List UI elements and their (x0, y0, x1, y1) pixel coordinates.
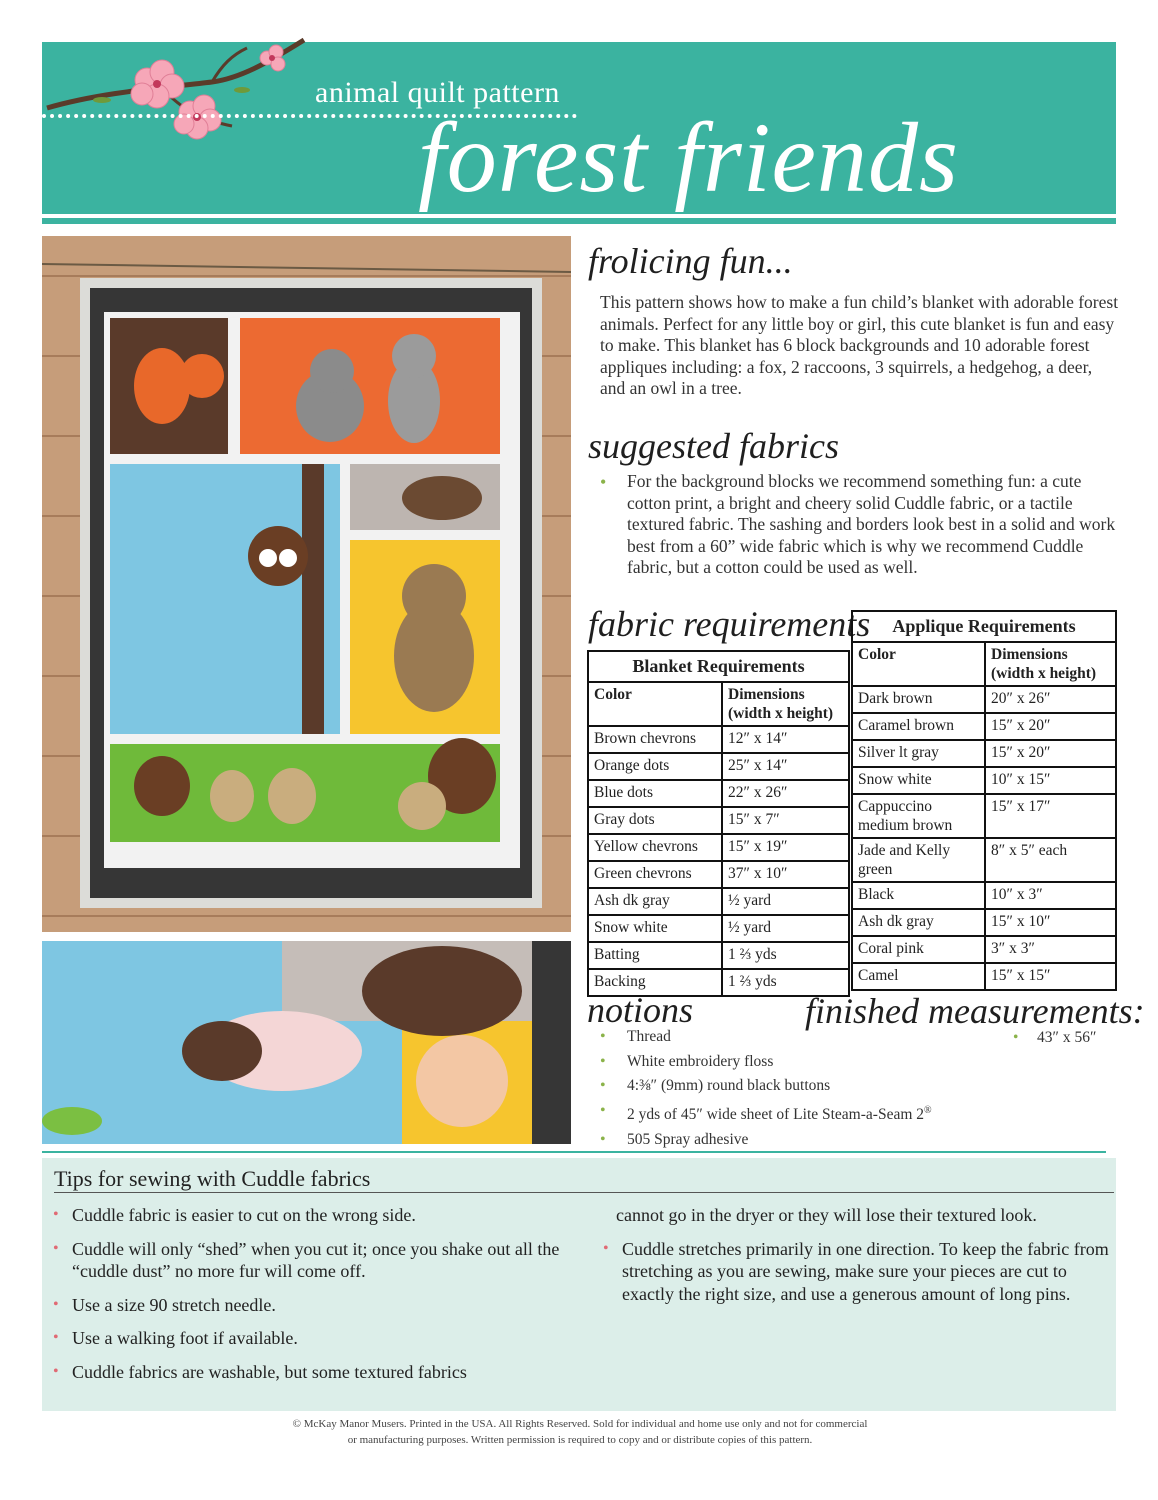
finished-measurement-value: • 43″ x 56″ (1013, 1029, 1096, 1047)
table-row (588, 780, 849, 807)
header-rule (42, 218, 1116, 224)
dimensions-cell: 15″ x 7″ (722, 807, 849, 834)
fabric-requirements-heading: fabric requirements (588, 604, 871, 644)
table-row (588, 807, 849, 834)
table-row (852, 686, 1116, 713)
table-row (588, 753, 849, 780)
dimensions-cell: 12″ x 14″ (722, 726, 849, 753)
tip-item-continuation: cannot go in the dryer or they will lose their textured look. (616, 1205, 1037, 1225)
table-row (588, 915, 849, 942)
dimensions-cell: 1 ⅔ yds (722, 942, 849, 969)
dimensions-cell: 15″ x 17″ (985, 794, 1116, 838)
dimensions-cell: 20″ x 26″ (985, 686, 1116, 713)
list-item: • 505 Spray adhesive (600, 1128, 1000, 1153)
column-header: Dimensions (width x height) (985, 642, 1116, 686)
color-cell: Snow white (588, 915, 722, 942)
dimensions-cell: 10″ x 3″ (985, 882, 1116, 909)
suggested-fabrics-text: For the background blocks we recommend something fun: a cute cotton print, a bright and cheery solid Cuddle fabric, or a tactile textured fabric. The sashing and borders look best in a solid and work best from a 60” wide fabric which is why we recommend Cuddle fabric, but a cotton could be used as well. (627, 471, 1116, 577)
tip-item: • Cuddle stretches primarily in one direction. To keep the fabric from stretching as you are sewing, make sure your pieces are cut to exactly the right size, and use a generous amount of long pins. (598, 1238, 1118, 1306)
table-row (588, 942, 849, 969)
finished-measurements-heading: finished measurements: (805, 991, 1145, 1031)
tip-item: • Use a walking foot if available. (48, 1327, 568, 1350)
copyright-footer (200, 1416, 960, 1448)
color-cell: Camel (852, 963, 985, 990)
dimensions-cell: 25″ x 14″ (722, 753, 849, 780)
color-cell: Jade and Kelly green (852, 838, 985, 882)
intro-heading: frolicing fun... (588, 241, 793, 281)
color-cell: Silver lt gray (852, 740, 985, 767)
table-row (588, 861, 849, 888)
tips-title: Tips for sewing with Cuddle fabrics (54, 1166, 371, 1191)
dimensions-cell: 10″ x 15″ (985, 767, 1116, 794)
applique-requirements-table (851, 610, 1117, 991)
color-cell: Backing (588, 969, 722, 996)
notions-list (600, 1025, 1000, 1152)
dimensions-cell: 15″ x 20″ (985, 740, 1116, 767)
color-cell: Dark brown (852, 686, 985, 713)
pattern-subtitle: animal quilt pattern (315, 76, 560, 109)
finished-measurements-list (1013, 1029, 1096, 1047)
color-cell: Gray dots (588, 807, 722, 834)
dimensions-cell: 37″ x 10″ (722, 861, 849, 888)
column-header: Color (588, 682, 722, 726)
table-row (852, 740, 1116, 767)
dimensions-cell: 8″ x 5″ each (985, 838, 1116, 882)
color-cell: Cappuccino medium brown (852, 794, 985, 838)
list-item-text: 2 yds of 45″ wide sheet of Lite Steam-a-Seam 2 (627, 1105, 925, 1123)
table-row (852, 882, 1116, 909)
dimensions-cell: 15″ x 10″ (985, 909, 1116, 936)
list-item: • White embroidery floss (600, 1050, 1000, 1075)
tips-divider (42, 1151, 1106, 1153)
quilt-photo (42, 236, 571, 932)
dimensions-cell: ½ yard (722, 915, 849, 942)
list-item: • 4:⅜″ (9mm) round black buttons (600, 1074, 1000, 1099)
table-caption: Blanket Requirements (588, 651, 849, 682)
registered-mark: ® (924, 1104, 932, 1116)
list-item (600, 1099, 1000, 1128)
table-row (852, 767, 1116, 794)
color-cell: Coral pink (852, 936, 985, 963)
tip-item: • Cuddle fabric is easier to cut on the wrong side. (48, 1204, 568, 1227)
tips-list-left (48, 1204, 568, 1394)
tip-item: • Cuddle fabrics are washable, but some textured fabrics (48, 1361, 568, 1384)
table-row (852, 936, 1116, 963)
tips-underline (54, 1192, 1114, 1193)
table-row (852, 838, 1116, 882)
suggested-fabrics-heading: suggested fabrics (588, 426, 839, 466)
blanket-requirements-table (587, 650, 850, 997)
notions-heading: notions (587, 990, 694, 1030)
dimensions-cell: 15″ x 20″ (985, 713, 1116, 740)
column-header: Color (852, 642, 985, 686)
table-row (588, 726, 849, 753)
dimensions-cell: 22″ x 26″ (722, 780, 849, 807)
table-row (852, 794, 1116, 838)
tip-item: • Cuddle will only “shed” when you cut it; once you shake out all the “cuddle dust” no more fur will come off. (48, 1238, 568, 1283)
color-cell: Brown chevrons (588, 726, 722, 753)
color-cell: Caramel brown (852, 713, 985, 740)
table-row (588, 888, 849, 915)
tip-item: • Use a size 90 stretch needle. (48, 1294, 568, 1317)
table-row (852, 713, 1116, 740)
table-row (852, 963, 1116, 990)
tips-list-right (598, 1204, 1118, 1316)
cherry-blossom-branch-icon (42, 30, 312, 150)
dimensions-cell: 15″ x 15″ (985, 963, 1116, 990)
color-cell: Ash dk gray (852, 909, 985, 936)
dimensions-cell: ½ yard (722, 888, 849, 915)
footer-line: or manufacturing purposes. Written permission is required to copy and or distribute copies of this pattern. (347, 1434, 813, 1446)
color-cell: Batting (588, 942, 722, 969)
color-cell: Blue dots (588, 780, 722, 807)
table-caption: Applique Requirements (852, 611, 1116, 642)
color-cell: Orange dots (588, 753, 722, 780)
dimensions-cell: 15″ x 19″ (722, 834, 849, 861)
intro-paragraph: This pattern shows how to make a fun child’s blanket with adorable forest animals. Perfect for any little boy or girl, this cute blanket is fun and easy to make. This blanket has 6 block backgrounds and 10 adorable forest appliques including: a fox, 2 raccoons, 3 squirrels, a hedgehog, a deer, and an owl in a tree. (600, 292, 1119, 398)
footer-line: © McKay Manor Musers. Printed in the USA. All Rights Reserved. Sold for individual and home use only and not for commercial (292, 1418, 868, 1430)
color-cell: Ash dk gray (588, 888, 722, 915)
color-cell: Black (852, 882, 985, 909)
list-item: • Thread (600, 1025, 1000, 1050)
dimensions-cell: 3″ x 3″ (985, 936, 1116, 963)
dimensions-cell: 1 ⅔ yds (722, 969, 849, 996)
color-cell: Snow white (852, 767, 985, 794)
bullet-icon: • (600, 472, 607, 492)
color-cell: Yellow chevrons (588, 834, 722, 861)
baby-on-quilt-photo (42, 941, 571, 1144)
color-cell: Green chevrons (588, 861, 722, 888)
table-row (852, 909, 1116, 936)
table-row (588, 834, 849, 861)
pattern-title: forest friends (418, 102, 959, 213)
column-header: Dimensions (width x height) (722, 682, 849, 726)
